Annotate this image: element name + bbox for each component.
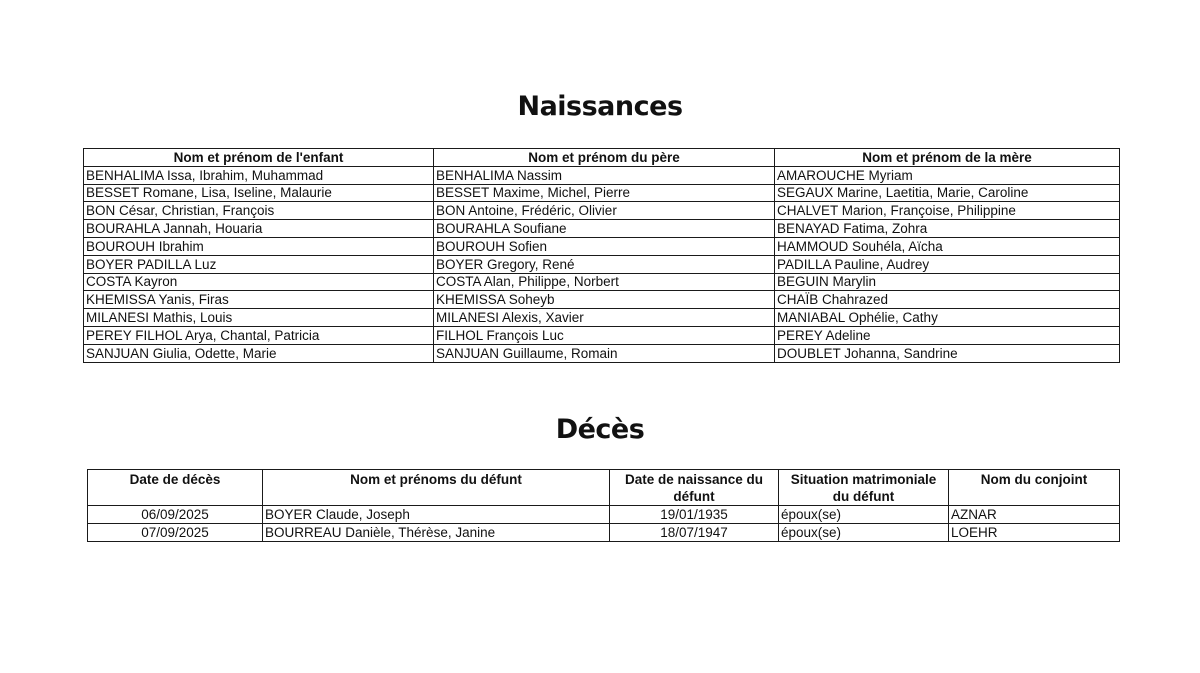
death-date-cell: 07/09/2025 [88, 523, 263, 541]
father-name-cell: BON Antoine, Frédéric, Olivier [434, 202, 775, 220]
table-row [84, 237, 1120, 255]
deaths-section-title: Décès [555, 414, 645, 445]
deceased-name-cell: BOURREAU Danièle, Thérèse, Janine [263, 523, 610, 541]
marital-status-cell: époux(se) [779, 523, 949, 541]
child-name-cell: SANJUAN Giulia, Odette, Marie [84, 344, 434, 362]
father-name-cell: SANJUAN Guillaume, Romain [434, 344, 775, 362]
table-row [84, 309, 1120, 327]
table-row [88, 506, 1120, 524]
mother-name-cell: PEREY Adeline [775, 326, 1120, 344]
mother-name-cell: CHAÏB Chahrazed [775, 291, 1120, 309]
table-row [84, 326, 1120, 344]
child-name-cell: COSTA Kayron [84, 273, 434, 291]
column-header-deceased-name: Nom et prénoms du défunt [263, 470, 610, 506]
deaths-table [87, 469, 1120, 542]
table-row [84, 166, 1120, 184]
father-name-cell: KHEMISSA Soheyb [434, 291, 775, 309]
table-row [84, 255, 1120, 273]
spouse-name-cell: LOEHR [949, 523, 1120, 541]
mother-name-cell: BEGUIN Marylin [775, 273, 1120, 291]
child-name-cell: PEREY FILHOL Arya, Chantal, Patricia [84, 326, 434, 344]
mother-name-cell: DOUBLET Johanna, Sandrine [775, 344, 1120, 362]
table-row [88, 523, 1120, 541]
table-row [84, 202, 1120, 220]
table-row [84, 220, 1120, 238]
column-header-mother: Nom et prénom de la mère [775, 149, 1120, 167]
births-table [83, 148, 1120, 363]
table-row [84, 291, 1120, 309]
child-name-cell: BOURAHLA Jannah, Houaria [84, 220, 434, 238]
mother-name-cell: MANIABAL Ophélie, Cathy [775, 309, 1120, 327]
father-name-cell: MILANESI Alexis, Xavier [434, 309, 775, 327]
table-row [84, 273, 1120, 291]
spouse-name-cell: AZNAR [949, 506, 1120, 524]
column-header-death-date: Date de décès [88, 470, 263, 506]
column-header-marital-status: Situation matrimoniale du défunt [779, 470, 949, 506]
table-row [84, 184, 1120, 202]
father-name-cell: BOYER Gregory, René [434, 255, 775, 273]
father-name-cell: FILHOL François Luc [434, 326, 775, 344]
child-name-cell: MILANESI Mathis, Louis [84, 309, 434, 327]
child-name-cell: BESSET Romane, Lisa, Iseline, Malaurie [84, 184, 434, 202]
column-header-child: Nom et prénom de l'enfant [84, 149, 434, 167]
father-name-cell: BENHALIMA Nassim [434, 166, 775, 184]
column-header-birth-date: Date de naissance du défunt [610, 470, 779, 506]
father-name-cell: COSTA Alan, Philippe, Norbert [434, 273, 775, 291]
death-date-cell: 06/09/2025 [88, 506, 263, 524]
child-name-cell: KHEMISSA Yanis, Firas [84, 291, 434, 309]
father-name-cell: BOUROUH Sofien [434, 237, 775, 255]
column-header-father: Nom et prénom du père [434, 149, 775, 167]
column-header-spouse-name: Nom du conjoint [949, 470, 1120, 506]
mother-name-cell: BENAYAD Fatima, Zohra [775, 220, 1120, 238]
child-name-cell: BOUROUH Ibrahim [84, 237, 434, 255]
birth-date-cell: 18/07/1947 [610, 523, 779, 541]
deceased-name-cell: BOYER Claude, Joseph [263, 506, 610, 524]
child-name-cell: BENHALIMA Issa, Ibrahim, Muhammad [84, 166, 434, 184]
mother-name-cell: CHALVET Marion, Françoise, Philippine [775, 202, 1120, 220]
birth-date-cell: 19/01/1935 [610, 506, 779, 524]
father-name-cell: BESSET Maxime, Michel, Pierre [434, 184, 775, 202]
marital-status-cell: époux(se) [779, 506, 949, 524]
table-header-row [88, 470, 1120, 506]
births-section-title: Naissances [517, 91, 683, 122]
child-name-cell: BON César, Christian, François [84, 202, 434, 220]
father-name-cell: BOURAHLA Soufiane [434, 220, 775, 238]
table-header-row [84, 149, 1120, 167]
mother-name-cell: HAMMOUD Souhéla, Aïcha [775, 237, 1120, 255]
table-row [84, 344, 1120, 362]
mother-name-cell: SEGAUX Marine, Laetitia, Marie, Caroline [775, 184, 1120, 202]
child-name-cell: BOYER PADILLA Luz [84, 255, 434, 273]
mother-name-cell: PADILLA Pauline, Audrey [775, 255, 1120, 273]
mother-name-cell: AMAROUCHE Myriam [775, 166, 1120, 184]
